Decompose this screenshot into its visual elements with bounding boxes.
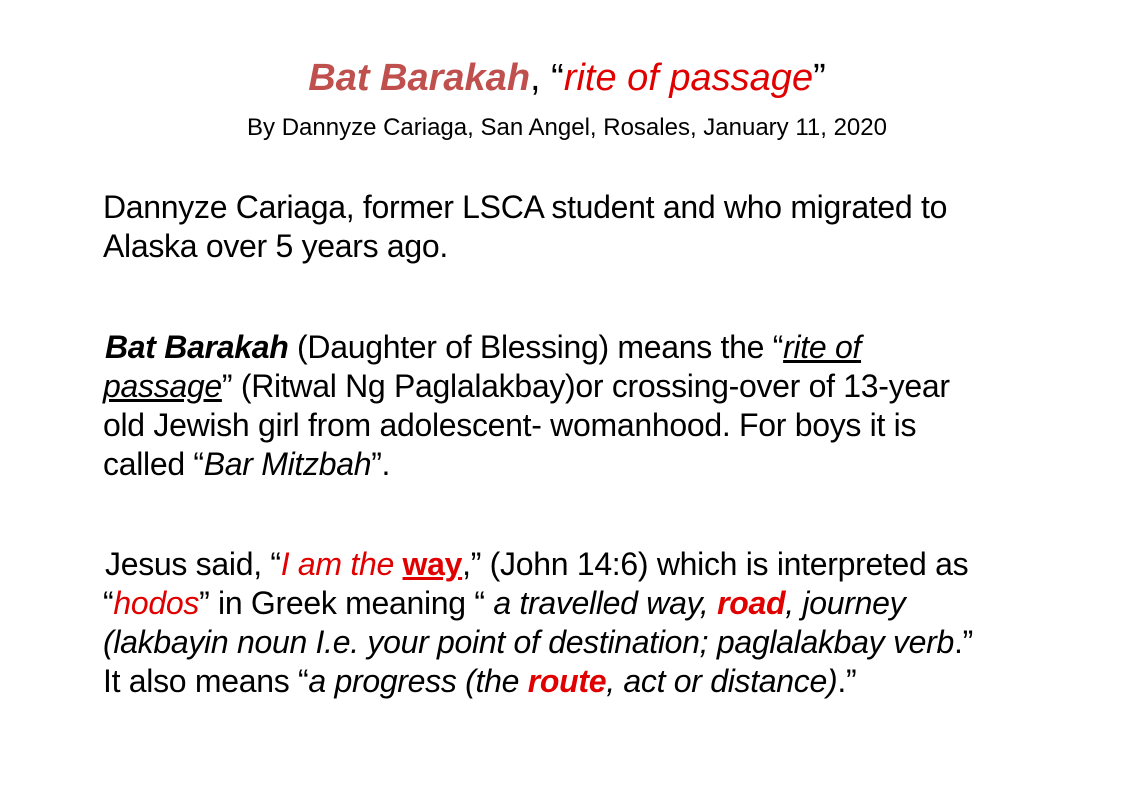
title-close-quote: ” — [813, 57, 826, 99]
paragraph-jesus-said — [103, 545, 1063, 701]
hodos-open-quote: “ — [103, 585, 114, 621]
greek-meaning: ” in Greek meaning “ — [199, 585, 494, 621]
intro-line-1: Dannyze Cariaga, former LSCA student and who migrated to — [103, 189, 948, 225]
definition-passage: passage — [103, 368, 222, 404]
distance-text: , act or distance) — [606, 663, 838, 699]
road-word: road — [717, 585, 786, 621]
title-separator: , “ — [530, 57, 564, 99]
final-close: .” — [837, 663, 857, 699]
hodos-word: hodos — [113, 585, 200, 621]
title-term: Bat Barakah — [308, 57, 531, 99]
definition-text-2: ” (Ritwal Ng Paglalakbay)or crossing-over of 13-year — [221, 368, 950, 404]
definition-line-3: old Jewish girl from adolescent- womanhood. For boys it is — [103, 407, 917, 443]
jesus-line-3 — [103, 623, 1063, 662]
progress-text: a progress (the — [308, 663, 528, 699]
definition-end: ”. — [371, 446, 391, 482]
definition-text-1: (Daughter of Blessing) means the “ — [288, 329, 784, 365]
definition-line-1 — [103, 328, 1063, 367]
slide-title — [0, 54, 1134, 102]
definition-bar-mitzbah: Bar Mitzbah — [203, 446, 372, 482]
definition-line-2 — [103, 367, 1063, 406]
jesus-line-1 — [103, 545, 1063, 584]
travelled-way: a travelled way, — [493, 585, 718, 621]
jesus-said-text: Jesus said, “ — [105, 546, 281, 582]
journey-word: , journey — [785, 585, 906, 621]
also-means: It also means “ — [103, 663, 309, 699]
paragraph-intro — [103, 188, 1063, 266]
intro-line-2: Alaska over 5 years ago. — [103, 228, 448, 264]
jesus-way: way — [402, 546, 463, 582]
jesus-citation: ,” (John 14:6) which is interpreted as — [462, 546, 969, 582]
jesus-line-2 — [103, 584, 1063, 623]
title-subtitle: rite of passage — [563, 57, 814, 99]
definition-called: called “ — [103, 446, 204, 482]
jesus-line-4 — [103, 662, 1063, 701]
paragraph-definition — [103, 328, 1063, 484]
route-word: route — [527, 663, 607, 699]
definition-rite-of: rite of — [783, 329, 862, 365]
byline: By Dannyze Cariaga, San Angel, Rosales, January 11, 2020 — [247, 114, 887, 141]
jesus-i-am-the: I am the — [280, 546, 403, 582]
definition-line-4 — [103, 445, 1063, 484]
definition-term: Bat Barakah — [105, 329, 289, 365]
line3-close: .” — [954, 624, 973, 660]
lakbayin-definition: (lakbayin noun I.e. your point of destination; paglalakbay verb — [103, 624, 954, 660]
